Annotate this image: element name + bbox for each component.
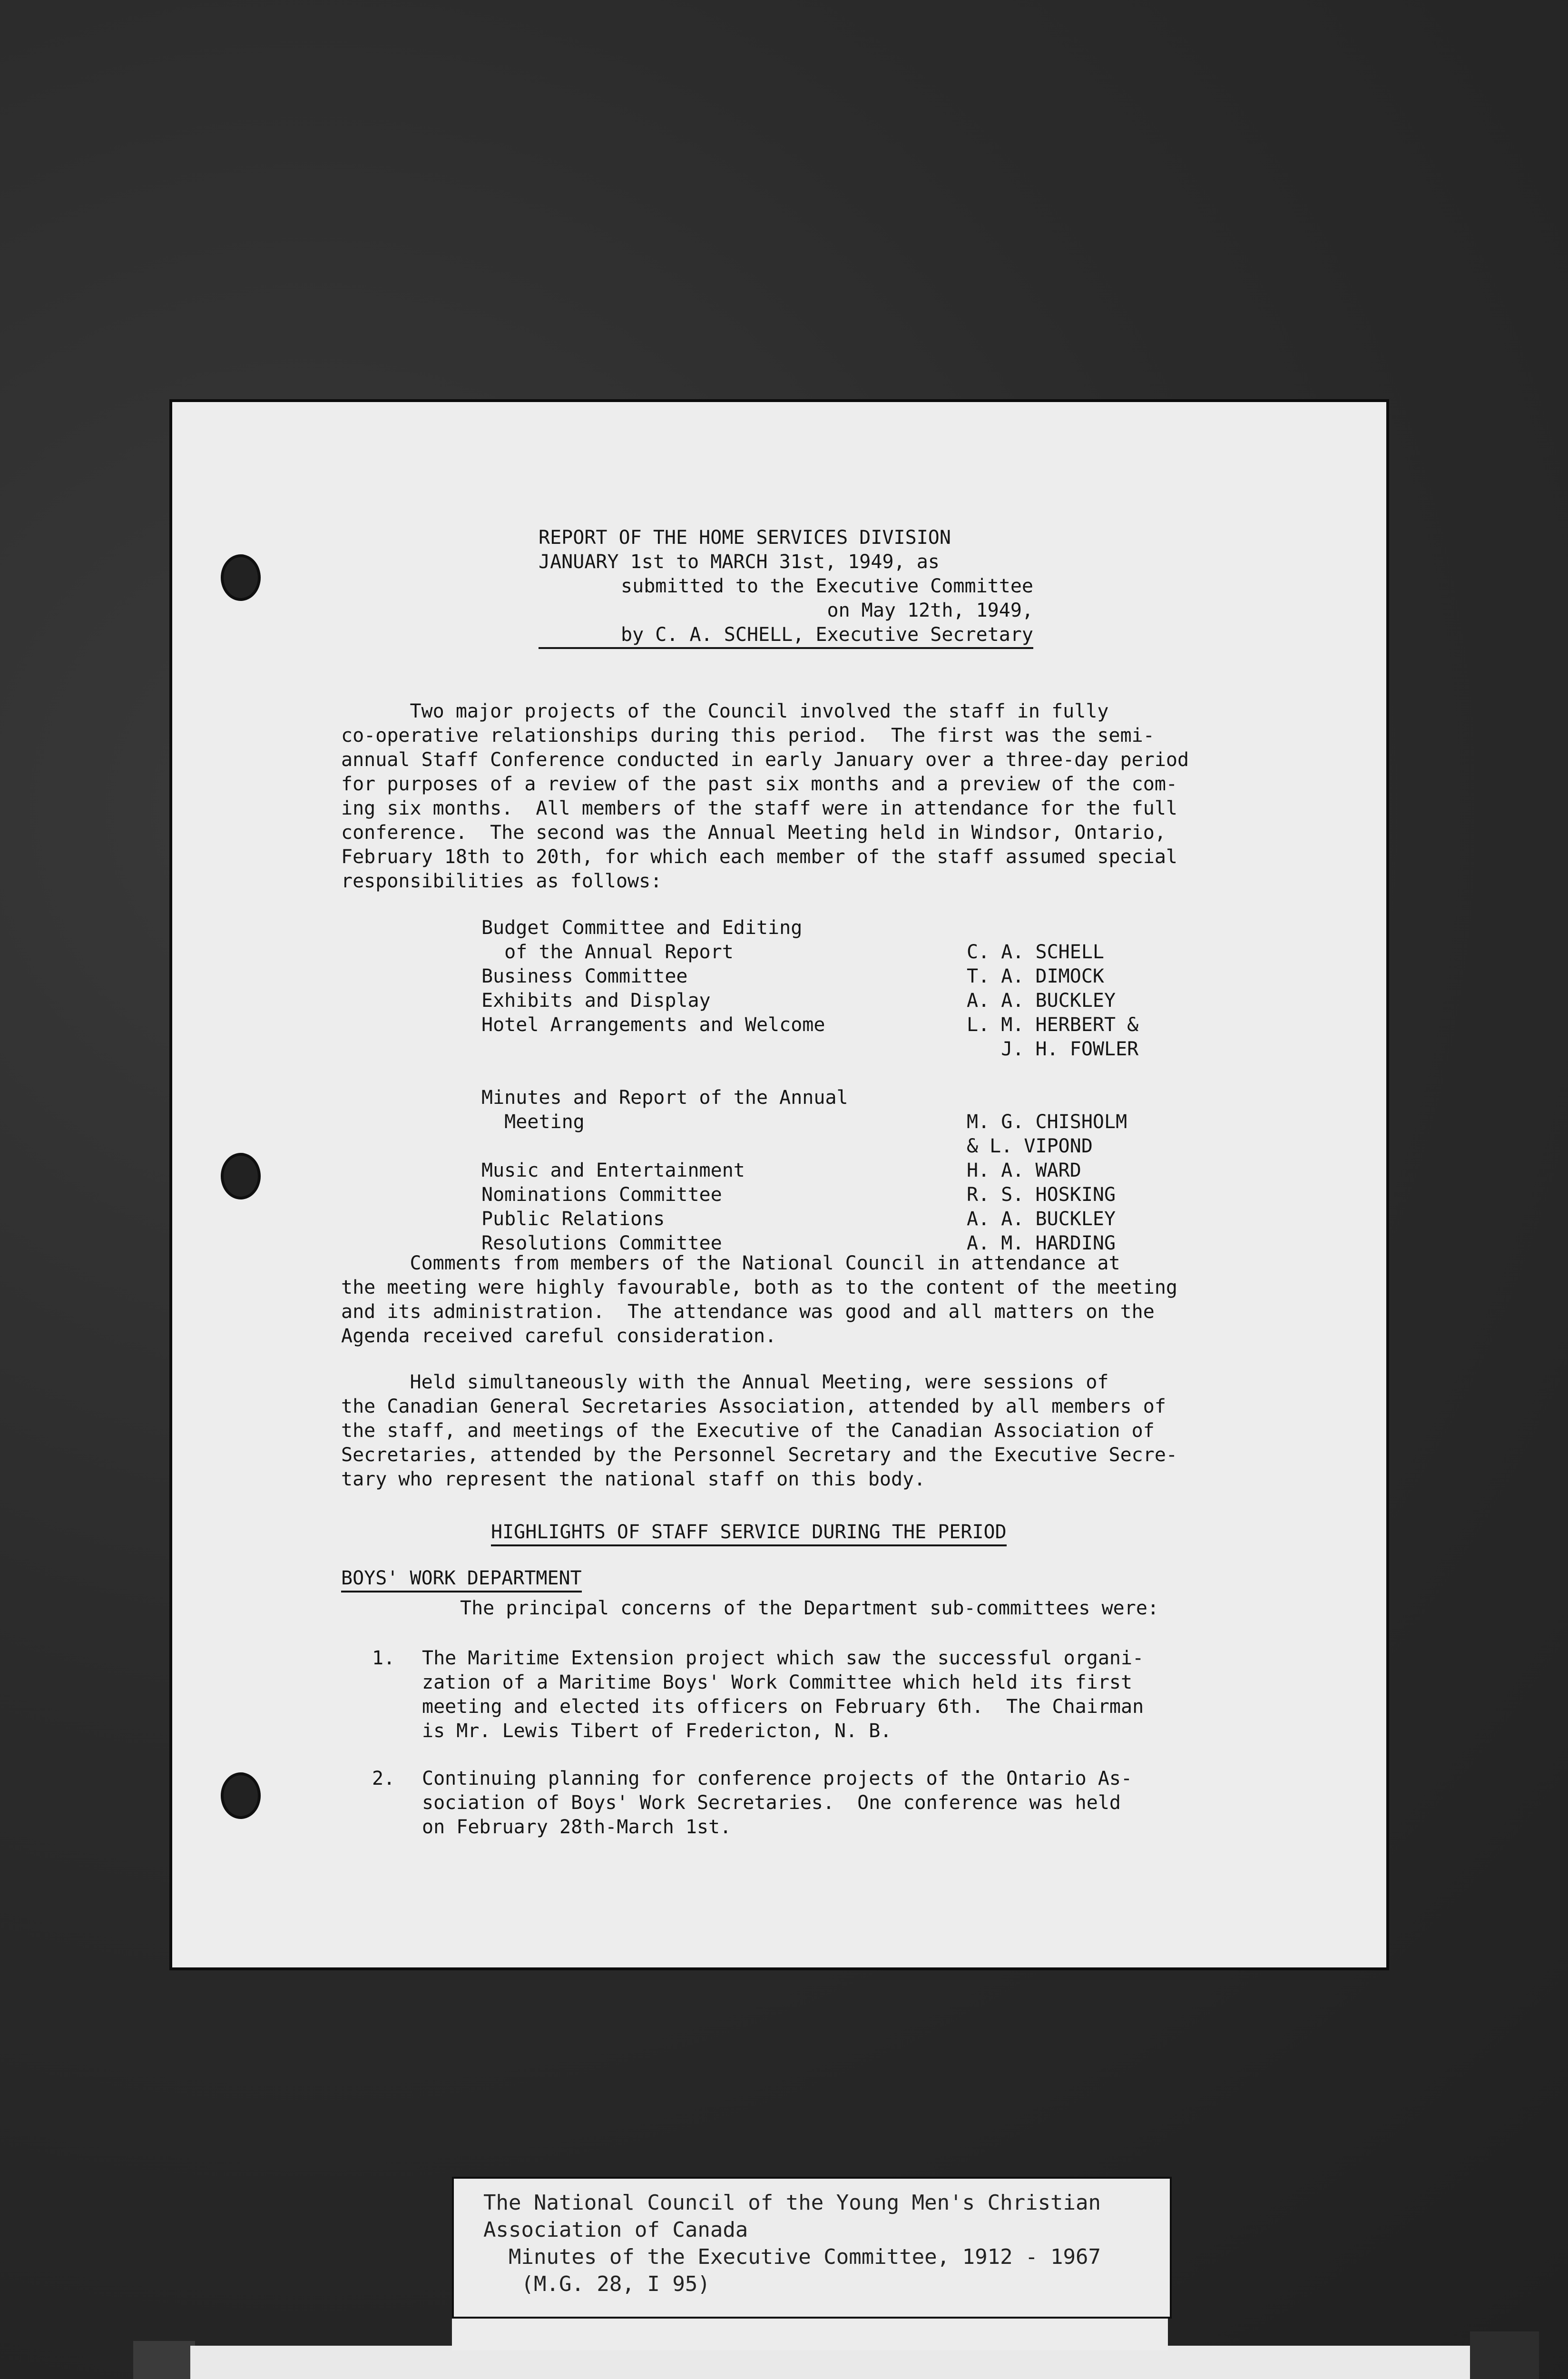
label-line: Association of Canada — [483, 2218, 748, 2242]
text-line: Agenda received careful consideration. — [341, 1325, 777, 1347]
collection-label — [452, 2177, 1172, 2319]
label-line: The National Council of the Young Men's Christian — [483, 2191, 1101, 2215]
text-line: zation of a Maritime Boys' Work Committee which held its first — [422, 1671, 1133, 1693]
card-shadow-right — [1470, 2331, 1539, 2379]
assignment-duty: of the Annual Report — [481, 941, 734, 963]
text-line: Held simultaneously with the Annual Meeting, were sessions of — [341, 1371, 1109, 1393]
text-line: Secretaries, attended by the Personnel Secretary and the Executive Secre- — [341, 1444, 1177, 1466]
held-paragraph — [341, 1370, 1388, 1492]
assignment-person: R. S. HOSKING — [967, 1184, 1116, 1206]
assignment-row — [481, 1207, 1147, 1231]
text-line: co-operative relationships during this period. The first was the semi- — [341, 725, 1155, 747]
assignment-row — [481, 1134, 1147, 1159]
item-number: 1. — [372, 1647, 395, 1669]
assignment-duty: Exhibits and Display — [481, 990, 711, 1012]
card-shadow-left — [133, 2341, 195, 2379]
assignment-duty: Budget Committee and Editing — [481, 917, 803, 939]
text-line: Continuing planning for conference projects of the Ontario As- — [422, 1768, 1133, 1789]
text-line: is Mr. Lewis Tibert of Fredericton, N. B. — [422, 1720, 892, 1742]
text-line: February 18th to 20th, for which each member of the staff assumed special — [341, 846, 1177, 868]
assignment-duty: Meeting — [481, 1111, 585, 1133]
text-line: and its administration. The attendance was good and all matters on the — [341, 1301, 1155, 1323]
comments-paragraph — [341, 1251, 1388, 1348]
intro-paragraph — [341, 699, 1388, 894]
assignment-person: J. H. FOWLER — [967, 1038, 1139, 1060]
assignment-row — [481, 1013, 1147, 1037]
document-page — [172, 402, 1386, 1967]
text-line: for purposes of a review of the past six months and a preview of the com- — [341, 773, 1177, 795]
assignment-person: A. A. BUCKLEY — [967, 990, 1116, 1012]
assignment-person: L. M. HERBERT & — [967, 1014, 1139, 1036]
text-line: meeting and elected its officers on February 6th. The Chairman — [422, 1696, 1144, 1718]
title-line: REPORT OF THE HOME SERVICES DIVISION — [539, 527, 951, 549]
text-line: the meeting were highly favourable, both as to the content of the meeting — [341, 1277, 1177, 1298]
report-title — [539, 526, 1033, 649]
text-line: on February 28th-March 1st. — [422, 1816, 732, 1838]
title-line: by C. A. SCHELL, Executive Secretary — [539, 623, 1033, 649]
department-heading: BOYS' WORK DEPARTMENT — [341, 1566, 582, 1593]
assignment-person: T. A. DIMOCK — [967, 965, 1104, 987]
text-line: ing six months. All members of the staff were in attendance for the full — [341, 797, 1177, 819]
responsibilities-list — [481, 916, 1147, 1256]
text-line: Comments from members of the National Council in attendance at — [341, 1252, 1120, 1274]
text-line: Two major projects of the Council involved the staff in fully — [341, 700, 1109, 722]
assignment-duty: Business Committee — [481, 965, 688, 987]
item-text — [422, 1646, 1144, 1743]
label-line: Minutes of the Executive Committee, 1912 - 1967 — [483, 2245, 1101, 2269]
assignment-row — [481, 1062, 1147, 1086]
text-line: conference. The second was the Annual Meeting held in Windsor, Ontario, — [341, 822, 1166, 844]
assignment-row — [481, 989, 1147, 1013]
label-line: (M.G. 28, I 95) — [483, 2272, 710, 2296]
assignment-duty: Music and Entertainment — [481, 1160, 745, 1181]
assignment-row — [481, 1037, 1147, 1062]
assignment-person: H. A. WARD — [967, 1160, 1081, 1181]
highlights-heading: HIGHLIGHTS OF STAFF SERVICE DURING THE PERIOD — [491, 1520, 1007, 1546]
assignment-row — [481, 964, 1147, 989]
assignment-person: A. A. BUCKLEY — [967, 1208, 1116, 1230]
text-line: The Maritime Extension project which saw the successful organi- — [422, 1647, 1144, 1669]
assignment-duty: Nominations Committee — [481, 1184, 722, 1206]
text-line: sociation of Boys' Work Secretaries. One conference was held — [422, 1792, 1121, 1814]
text-line: the staff, and meetings of the Executive of the Canadian Association of — [341, 1420, 1155, 1442]
item-number: 2. — [372, 1768, 395, 1789]
text-line: tary who represent the national staff on this body. — [341, 1468, 926, 1490]
collection-label-text — [483, 2189, 1101, 2298]
punch-hole-bottom — [221, 1772, 261, 1819]
assignment-person: M. G. CHISHOLM — [967, 1111, 1127, 1133]
assignment-duty: Hotel Arrangements and Welcome — [481, 1014, 825, 1036]
assignment-person: & L. VIPOND — [967, 1135, 1093, 1157]
assignment-row — [481, 1086, 1147, 1110]
assignment-row — [481, 1110, 1147, 1134]
text-line: responsibilities as follows: — [341, 870, 662, 892]
assignment-person: A. M. HARDING — [967, 1232, 1116, 1254]
text-line: annual Staff Conference conducted in early January over a three-day period — [341, 749, 1189, 771]
assignment-duty: Public Relations — [481, 1208, 665, 1230]
title-line: JANUARY 1st to MARCH 31st, 1949, as — [539, 551, 940, 573]
assignment-row — [481, 1183, 1147, 1207]
assignment-row — [481, 916, 1147, 940]
assignment-row — [481, 1159, 1147, 1183]
assignment-duty: Minutes and Report of the Annual — [481, 1087, 848, 1109]
text-line: the Canadian General Secretaries Association, attended by all members of — [341, 1396, 1166, 1417]
archives-card — [190, 2346, 1470, 2379]
assignment-duty: Resolutions Committee — [481, 1232, 722, 1254]
item-text — [422, 1767, 1132, 1839]
punch-hole-middle — [221, 1153, 261, 1199]
punch-hole-top — [221, 554, 261, 601]
assignment-person: C. A. SCHELL — [967, 941, 1104, 963]
title-line: on May 12th, 1949, — [827, 600, 1033, 621]
title-line: submitted to the Executive Committee — [621, 575, 1033, 597]
department-intro: The principal concerns of the Department sub-committees were: — [460, 1597, 1159, 1619]
assignment-row — [481, 940, 1147, 964]
